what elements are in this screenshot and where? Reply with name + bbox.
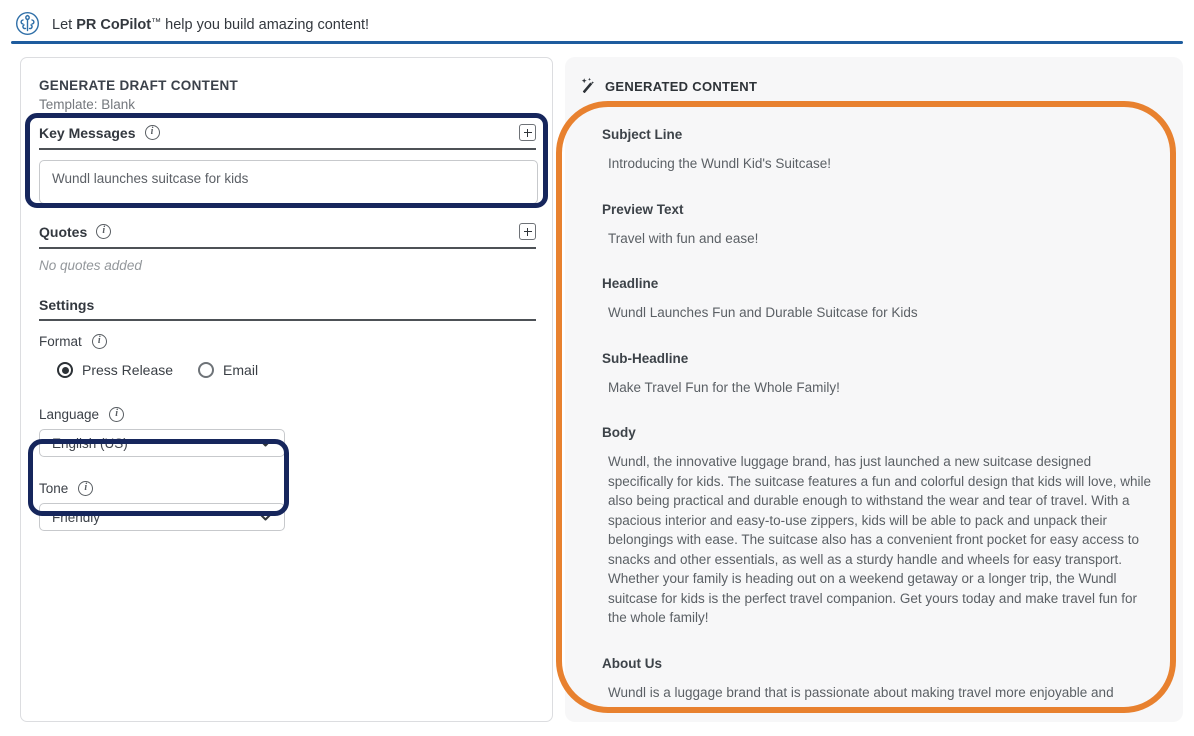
chevron-down-icon (259, 439, 272, 447)
key-messages-label: Key Messages (39, 124, 136, 141)
language-select[interactable]: English (US) (39, 429, 285, 457)
header-message: Let PR CoPilot™ help you build amazing content! (52, 17, 370, 33)
section-heading: About Us (602, 655, 662, 671)
section-preview-text (602, 202, 1153, 249)
brain-icon (15, 11, 40, 36)
format-field-label: Format i (39, 334, 536, 349)
section-content: Introducing the Wundl Kid's Suitcase! (608, 156, 831, 171)
tone-field-label: Tone i (39, 481, 536, 496)
section-heading: Body (602, 425, 636, 440)
top-header (0, 0, 1194, 45)
chevron-down-icon (259, 513, 272, 521)
section-body (602, 425, 1153, 628)
info-icon[interactable]: i (145, 125, 160, 140)
section-about-us (602, 656, 1153, 703)
section-heading: Sub-Headline (602, 350, 689, 366)
key-message-input[interactable]: Wundl launches suitcase for kids (39, 160, 538, 204)
radio-press-release[interactable]: Press Release (57, 362, 173, 378)
section-content: Wundl Launches Fun and Durable Suitcase for Kids (608, 305, 918, 320)
tone-select[interactable]: Friendly (39, 503, 285, 531)
template-line: Template: Blank (39, 97, 136, 112)
section-content: Wundl is a luggage brand that is passionate about making travel more enjoyable and (608, 684, 1114, 700)
add-quote-button[interactable] (519, 223, 536, 240)
key-messages-section (39, 124, 536, 204)
info-icon[interactable]: i (96, 224, 111, 239)
info-icon[interactable]: i (78, 481, 93, 496)
magic-wand-icon (580, 77, 598, 95)
section-heading: Preview Text (602, 201, 684, 217)
no-quotes-text: No quotes added (39, 258, 142, 273)
settings-label: Settings (39, 297, 95, 313)
radio-dot-icon (198, 362, 214, 378)
generated-content-title: GENERATED CONTENT (605, 78, 758, 94)
quotes-section (39, 223, 536, 273)
info-icon[interactable]: i (92, 334, 107, 349)
section-content: Travel with fun and ease! (608, 230, 759, 246)
language-field-label: Language i (39, 407, 536, 422)
section-heading: Headline (602, 276, 659, 291)
quotes-label: Quotes (39, 223, 88, 240)
radio-dot-icon (57, 362, 73, 378)
add-key-message-button[interactable] (519, 124, 536, 141)
generate-draft-panel (20, 57, 553, 722)
section-subject-line (602, 127, 1153, 174)
generated-sections (580, 127, 1153, 702)
brand-name: PR CoPilot (76, 17, 152, 33)
trademark: ™ (151, 17, 162, 28)
section-heading: Subject Line (602, 127, 683, 142)
section-sub-headline (602, 351, 1153, 398)
radio-email[interactable]: Email (198, 362, 258, 378)
section-content: Make Travel Fun for the Whole Family! (608, 379, 840, 395)
section-content: Wundl, the innovative luggage brand, has just launched a new suitcase designed specifically for kids. The suitcase features a fun and colorful design that kids will love, while also being practical and durable enough to withstand the wear and tear of travel. With a spacious interior and easy-to-use zippers, kids will be able to pack and unpack their belongings with ease. The suitcase also has a convenient front pocket for easy access to snacks and other essentials, as well as a sturdy handle and wheels for easy transport. Whether your family is heading out on a weekend getaway or a longer trip, the Wundl suitcase for kids is the perfect travel companion. Get yours today and make travel fun for the whole family! (608, 454, 1152, 625)
section-headline (602, 276, 1153, 323)
format-radio-group (39, 362, 536, 378)
header-divider (11, 41, 1183, 44)
panel-title: GENERATE DRAFT CONTENT (39, 78, 239, 93)
generated-content-panel (565, 57, 1183, 722)
info-icon[interactable]: i (109, 407, 124, 422)
settings-header (39, 297, 536, 321)
